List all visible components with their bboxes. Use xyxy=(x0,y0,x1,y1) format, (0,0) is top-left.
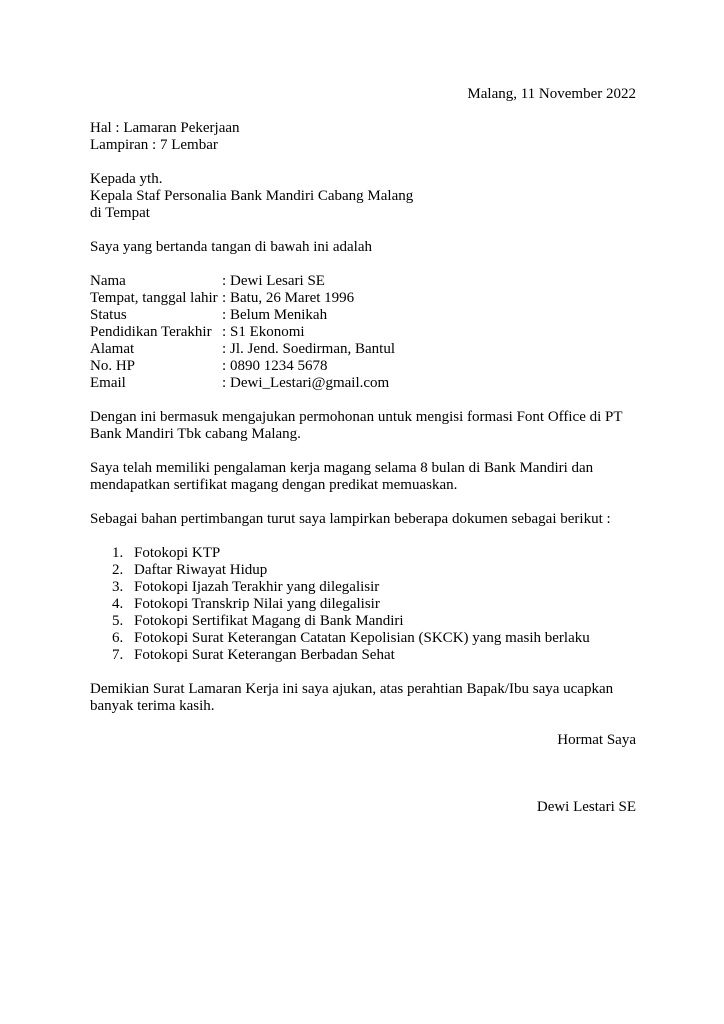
detail-colon: : xyxy=(222,375,227,391)
signature-name: Dewi Lestari SE xyxy=(536,799,636,815)
attachment-text: Fotokopi KTP xyxy=(134,545,221,561)
detail-row-nama xyxy=(90,273,636,290)
attachment-text: Fotokopi Surat Keterangan Berbadan Sehat xyxy=(134,647,395,663)
attachment-item xyxy=(112,596,636,613)
detail-row-ttl xyxy=(90,290,636,307)
detail-value: Batu, 26 Maret 1996 xyxy=(230,290,355,306)
detail-colon: : xyxy=(222,290,227,306)
attachment-text: Fotokopi Ijazah Terakhir yang dilegalisir xyxy=(134,579,380,595)
detail-colon: : xyxy=(222,358,227,374)
letter-date: Malang, 11 November 2022 xyxy=(467,86,636,102)
attachment-number: 2. xyxy=(112,562,124,578)
attachments-intro: Sebagai bahan pertimbangan turut saya lampirkan beberapa dokumen sebagai berikut : xyxy=(90,511,611,527)
detail-value: Jl. Jend. Soedirman, Bantul xyxy=(230,341,395,357)
attachment-item xyxy=(112,579,636,596)
experience-paragraph: Saya telah memiliki pengalaman kerja magang selama 8 bulan di Bank Mandiri dan mendapatkan sertifikat magang dengan predikat memuaskan. xyxy=(90,460,594,493)
attachment-number: 6. xyxy=(112,630,124,646)
recipient-line: Kepada yth. xyxy=(90,171,163,187)
attachment-text: Fotokopi Transkrip Nilai yang dilegalisir xyxy=(134,596,380,612)
attachment-text: Fotokopi Sertifikat Magang di Bank Mandiri xyxy=(134,613,404,629)
detail-label: Tempat, tanggal lahir xyxy=(90,290,218,306)
attachment-number: 1. xyxy=(112,545,124,561)
detail-label: Status xyxy=(90,307,127,323)
attachment-item xyxy=(112,647,636,664)
attachment-item xyxy=(112,613,636,630)
detail-value: S1 Ekonomi xyxy=(230,324,305,340)
attachment-item xyxy=(112,562,636,579)
subject-line: Hal : Lamaran Pekerjaan xyxy=(90,120,240,136)
salutation: Hormat Saya xyxy=(557,732,636,748)
detail-colon: : xyxy=(222,273,227,289)
application-paragraph: Dengan ini bermasuk mengajukan permohonan untuk mengisi formasi Font Office di PT Bank Mandiri Tbk cabang Malang. xyxy=(90,409,623,442)
detail-label: No. HP xyxy=(90,358,136,374)
detail-label: Nama xyxy=(90,273,126,289)
personal-details xyxy=(90,273,636,392)
attachment-count-line: Lampiran : 7 Lembar xyxy=(90,137,218,153)
attachment-item xyxy=(112,545,636,562)
closing-paragraph: Demikian Surat Lamaran Kerja ini saya ajukan, atas perahtian Bapak/Ibu saya ucapkan banyak terima kasih. xyxy=(90,681,614,714)
attachment-text: Daftar Riwayat Hidup xyxy=(134,562,268,578)
attachment-text: Fotokopi Surat Keterangan Catatan Kepolisian (SKCK) yang masih berlaku xyxy=(134,630,590,646)
recipient-line: Kepala Staf Personalia Bank Mandiri Cabang Malang xyxy=(90,188,414,204)
detail-row-alamat xyxy=(90,341,636,358)
detail-value: Belum Menikah xyxy=(230,307,328,323)
detail-colon: : xyxy=(222,341,227,357)
detail-colon: : xyxy=(222,307,227,323)
detail-label: Alamat xyxy=(90,341,135,357)
attachment-number: 4. xyxy=(112,596,124,612)
subject-block xyxy=(90,120,636,154)
detail-row-status xyxy=(90,307,636,324)
detail-row-pendidikan xyxy=(90,324,636,341)
attachment-list xyxy=(90,545,636,664)
detail-row-email xyxy=(90,375,636,392)
detail-value: 0890 1234 5678 xyxy=(230,358,328,374)
attachment-number: 3. xyxy=(112,579,124,595)
detail-label: Pendidikan Terakhir xyxy=(90,324,212,340)
attachment-item xyxy=(112,630,636,647)
recipient-line: di Tempat xyxy=(90,205,150,221)
detail-row-hp xyxy=(90,358,636,375)
detail-colon: : xyxy=(222,324,227,340)
detail-label: Email xyxy=(90,375,126,391)
intro-line: Saya yang bertanda tangan di bawah ini adalah xyxy=(90,239,372,255)
detail-value: Dewi_Lestari@gmail.com xyxy=(230,375,390,391)
recipient-block xyxy=(90,171,636,222)
attachment-number: 5. xyxy=(112,613,124,629)
attachment-number: 7. xyxy=(112,647,124,663)
detail-value: Dewi Lesari SE xyxy=(230,273,325,289)
